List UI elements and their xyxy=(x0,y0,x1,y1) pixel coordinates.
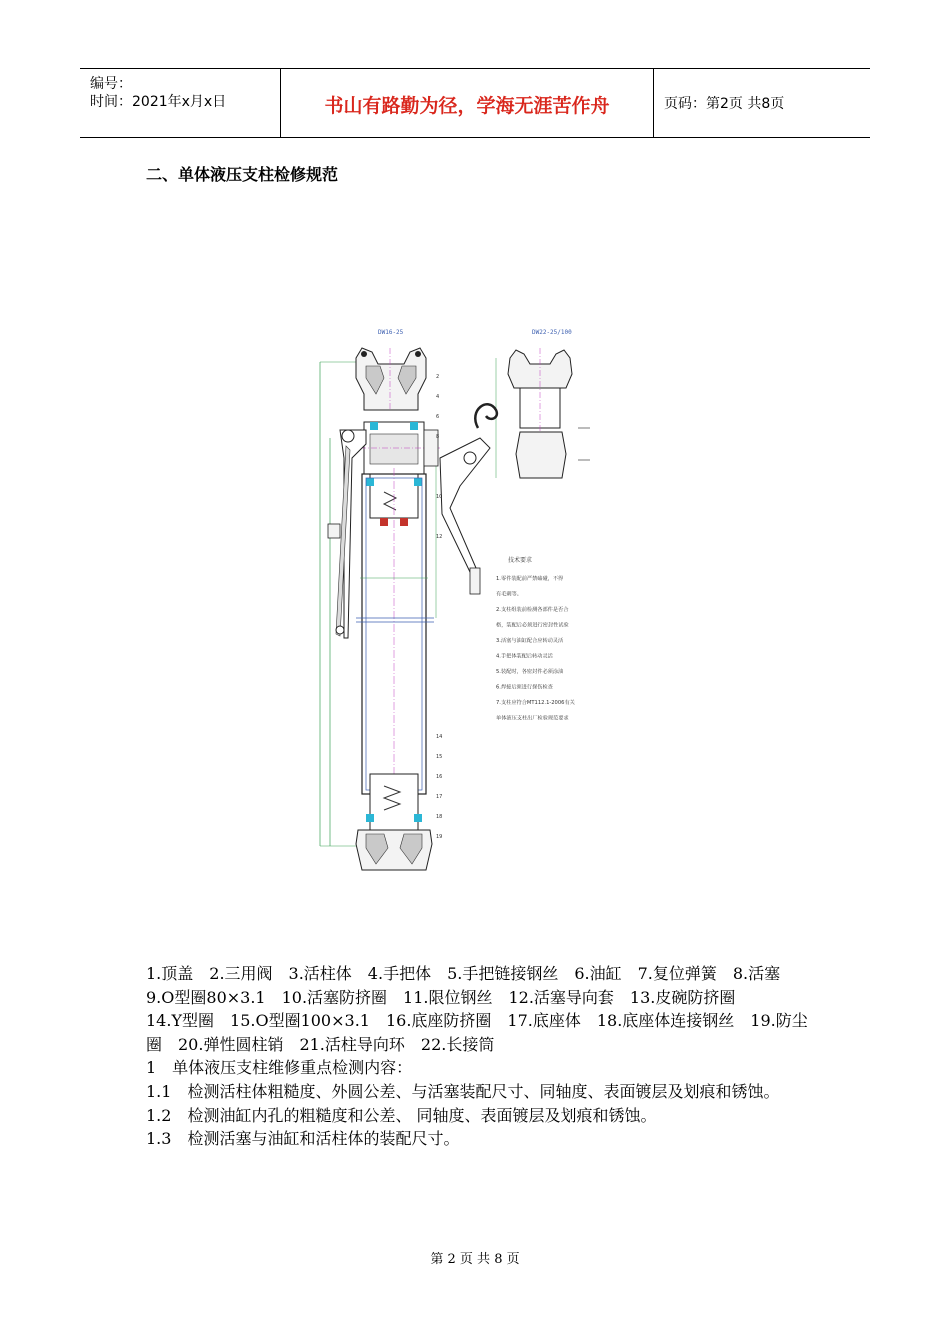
inspection-heading: 1 单体液压支柱维修重点检测内容： xyxy=(146,1058,413,1078)
inspection-item-1-3: 1.3 检测活塞与油缸和活柱体的装配尺寸。 xyxy=(146,1129,460,1149)
number-label: 编号： xyxy=(90,76,132,92)
note-line: 1.零件装配前严禁磕碰，不得 xyxy=(496,576,564,582)
drawing-label-left: DW16-25 xyxy=(378,329,404,336)
svg-text:17: 17 xyxy=(436,794,443,800)
parts-list-2: 14.Y型圈 15.O型圈100×3.1 16.底座防挤圈 17.底座体 18.底座体连接钢丝 19.防尘圈 20.弹性圆柱销 21.活柱导向环 22.长接筒 xyxy=(146,1011,808,1054)
notes-list xyxy=(496,574,575,722)
document-header xyxy=(80,68,870,138)
note-line: 有毛刺等。 xyxy=(496,591,522,598)
note-line: 格，装配后必须进行密封性试验 xyxy=(496,622,569,629)
notes-title: 技术要求 xyxy=(508,557,533,564)
svg-text:19: 19 xyxy=(436,834,443,840)
parts-list-1: 1.顶盖 2.三用阀 3.活柱体 4.手把体 5.手把链接钢丝 6.油缸 7.复位弹簧 8.活塞 9.O型圈80×3.1 10.活塞防挤圈 11.限位钢丝 12.活塞导向套 13.皮碗防挤圈 xyxy=(146,964,797,1007)
svg-text:18: 18 xyxy=(436,814,443,820)
note-line: 7.支柱应符合MT112.1-2006有关 xyxy=(496,700,575,706)
svg-text:14: 14 xyxy=(436,734,443,740)
hydraulic-prop-drawing xyxy=(300,318,620,878)
svg-text:8: 8 xyxy=(436,434,440,440)
svg-text:4: 4 xyxy=(436,394,440,400)
header-page-label: 页码：第2页 共8页 xyxy=(664,96,785,112)
svg-text:10: 10 xyxy=(436,494,443,500)
note-line: 6.焊接后须进行探伤检查 xyxy=(496,684,553,691)
drawing-label-right: DW22-25/100 xyxy=(532,329,572,336)
note-line: 5.装配时，各密封件必须涂油 xyxy=(496,669,564,675)
inspection-item-1-1: 1.1 检测活柱体粗糙度、外圆公差、与活塞装配尺寸、同轴度、表面镀层及划痕和锈蚀。 xyxy=(146,1081,780,1101)
date-label: 时间：2021年x月x日 xyxy=(90,94,227,110)
body-text xyxy=(146,962,810,1151)
svg-text:6: 6 xyxy=(436,414,440,420)
header-meta-cell xyxy=(80,69,281,137)
page-footer: 第 2 页 共 8 页 xyxy=(430,1252,520,1267)
svg-text:15: 15 xyxy=(436,754,443,760)
note-line: 2.支柱组装前检测各部件是否合 xyxy=(496,607,569,613)
svg-text:12: 12 xyxy=(436,534,443,540)
section-title: 二、单体液压支柱检修规范 xyxy=(146,165,339,184)
svg-text:16: 16 xyxy=(436,774,443,780)
svg-text:2: 2 xyxy=(436,374,440,380)
motto-text: 书山有路勤为径，学海无涯苦作舟 xyxy=(324,95,610,117)
note-line: 4.手把体装配后转动灵活 xyxy=(496,653,553,660)
header-motto-cell xyxy=(281,69,654,137)
inspection-item-1-2: 1.2 检测油缸内孔的粗糙度和公差、 同轴度、表面镀层及划痕和锈蚀。 xyxy=(146,1105,657,1125)
note-line: 3.活塞与油缸配合应转动灵活 xyxy=(496,638,564,644)
note-line: 单体液压支柱出厂检验规范要求 xyxy=(496,715,569,722)
